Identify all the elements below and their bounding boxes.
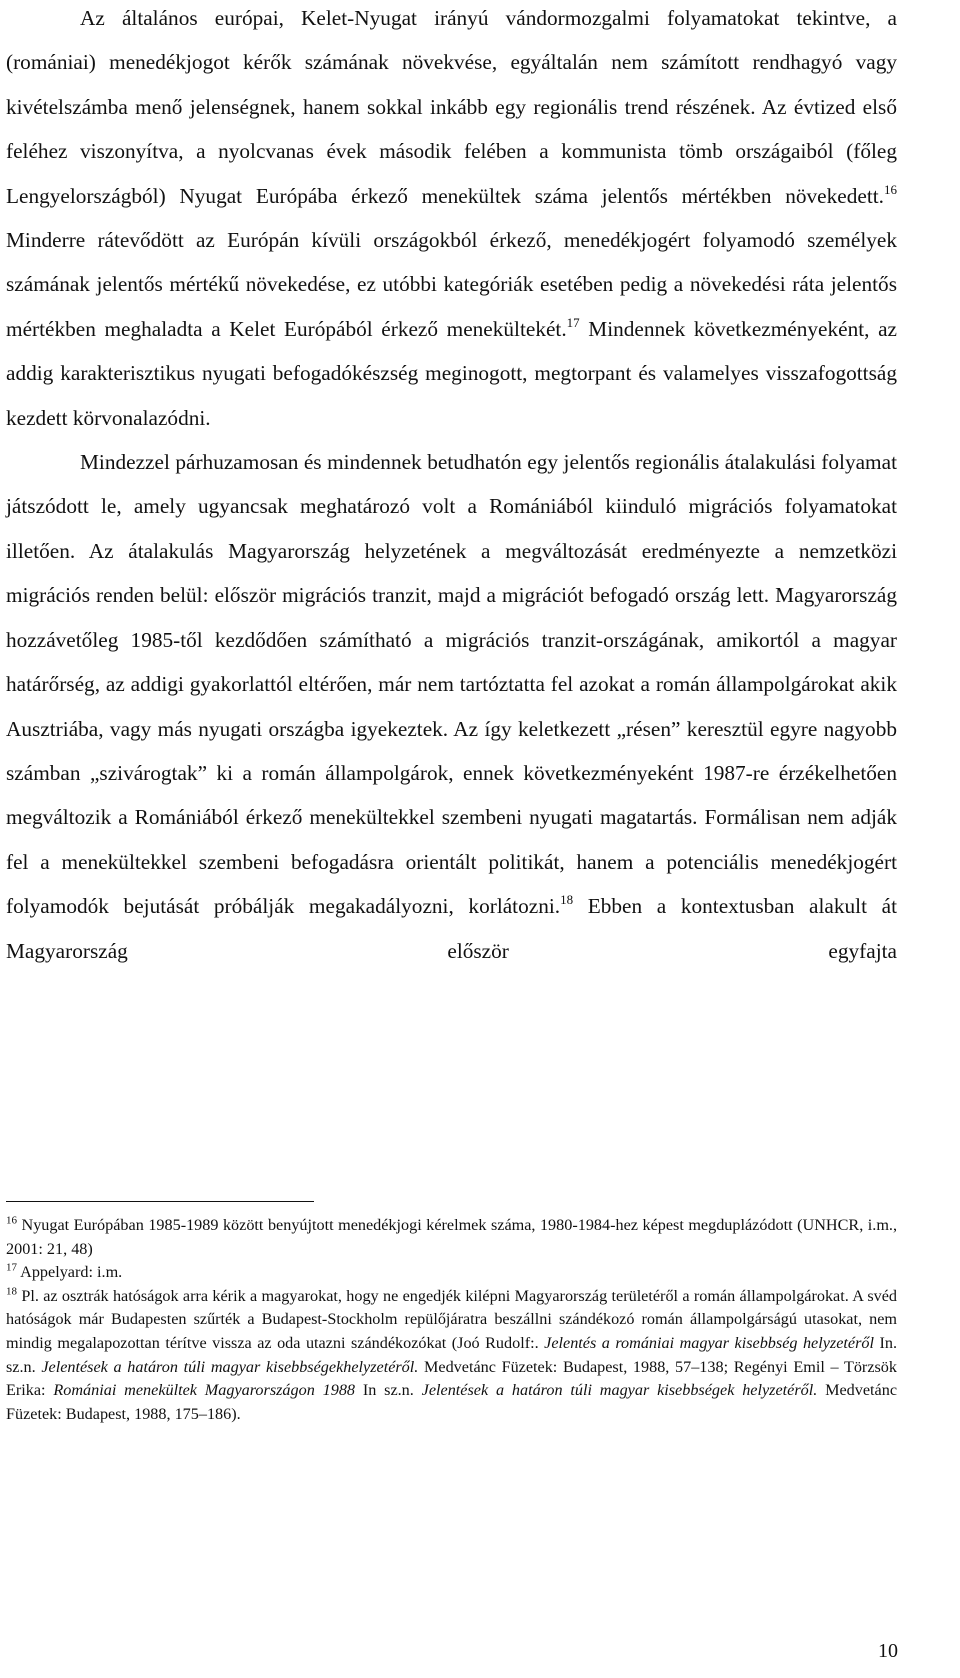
footnote-number: 18 [6, 1285, 17, 1298]
footnote-text: Medvetánc Füzetek: Budapest, 1988, 175–186). [6, 1381, 898, 1423]
paragraph-2 [6, 440, 897, 973]
footnotes [6, 1214, 897, 1426]
footnote-text: Medvetánc Füzetek: Budapest, 1988, 57–138; Regényi Emil – Törzsök Erika: [6, 1357, 897, 1400]
footnote-title-italic: Jelentések a határon túli magyar kisebbségek helyzetéről. [421, 1381, 818, 1400]
footnote-18 [6, 1285, 897, 1427]
footnote-text: In. sz.n. [6, 1333, 898, 1376]
paragraph-1-sentence-2: Minderre rátevődött az Európán kívüli országokból érkező, menedékjogért folyamodó személyek számának jelentős mértékű növekedése, ez utóbbi kategóriák esetében pedig a növekedési ráta jelentős mértékben meghaladta a Kelet Európából érkező menekültekét. [6, 228, 897, 341]
footnote-number: 17 [6, 1261, 17, 1274]
footnote-ref-18[interactable]: 18 [560, 892, 574, 908]
footnote-title-italic: Jelentések a határon túli magyar kisebbségekhelyzetéről. [41, 1357, 419, 1376]
paragraph-1-sentence-3: Mindennek következményeként, az addig karakterisztikus nyugati befogadókészség meginogott, megtorpant és valamelyes visszafogottság kezdett körvonalazódni. [6, 316, 897, 430]
footnote-17 [6, 1261, 897, 1285]
paragraph-1 [6, 0, 897, 440]
paragraph-1-sentence-1: Az általános európai, Kelet-Nyugat irányú vándormozgalmi folyamatokat tekintve, a (romániai) menedékjogot kérők számának növekvése, egyáltalán nem számított rendhagyó vagy kivételszámba menő jelenségnek, hanem sokkal inkább egy regionális trend részének. Az évtized első feléhez viszonyítva, a nyolcvanas évek második felében a kommunista tömb országaiból (főleg Lengyelországból) Nyugat Európába érkező menekültek száma jelentős mértékben növekedett. [6, 6, 897, 208]
footnote-text: In sz.n. [355, 1381, 422, 1400]
paragraph-2-sentence-1: Mindezzel párhuzamosan és mindennek betudhatón egy jelentős regionális átalakulási folyamat játszódott le, amely ugyancsak meghatározó volt a Romániából kiinduló migrációs folyamatokat illetően. Az átalakulás Magyarország helyzetének a megváltozását eredményezte a nemzetközi migrációs renden belül: először migrációs tranzit, majd a migrációt befogadó ország lett. Magyarország hozzávetőleg 1985-től kezdődően számítható a migrációs tranzit-országának, amikortól a magyar határőrség, az addigi gyakorlattól eltérően, már nem tartóztatta fel azokat a román állampolgárokat akik Ausztriába, vagy más nyugati országba igyekeztek. Az így keletkezett „résen” keresztül egyre nagyobb számban „szivárogtak” ki a román állampolgárok, ennek következményeként 1987-re érzékelhetően megváltozik a Romániából érkező menekültekkel szembeni nyugati magatartás. Formálisan nem adják fel a menekültekkel szembeni befogadásra orientált politikát, hanem a potenciális menedékjogért folyamodók bejutását próbálják megakadályozni, korlátozni. [6, 450, 897, 919]
paragraph-2-sentence-2: Ebben a kontextusban alakult át Magyarország először egyfajta [6, 894, 897, 963]
footnote-ref-17[interactable]: 17 [566, 314, 580, 330]
page-number: 10 [878, 1640, 898, 1662]
footnote-text: Appelyard: i.m. [17, 1263, 123, 1282]
footnote-ref-16[interactable]: 16 [884, 181, 897, 197]
footnote-16 [6, 1214, 897, 1261]
footnote-title-italic: Romániai menekültek Magyarországon 1988 [53, 1381, 356, 1400]
footnote-separator [6, 1201, 314, 1202]
footnote-text: Nyugat Európában 1985-1989 között benyújtott menedékjogi kérelmek száma, 1980-1984-hez képest megduplázódott (UNHCR, i.m., 2001: 21, 48) [6, 1216, 897, 1258]
footnote-title-italic: Jelentés a romániai magyar kisebbség helyzetéről [544, 1333, 874, 1352]
main-text [6, 0, 897, 973]
footnote-text: Pl. az osztrák hatóságok arra kérik a magyarokat, hogy ne engedjék kilépni Magyarország területéről a román állampolgárokat. A svéd hatóságok már Budapesten szűrték a Budapest-Stockholm repülőjáratra beszállni szándékozó román állampolgárságú utasokat, nem mindig megalapozottan térítve vissza az oda utazni szándékozókat (Joó Rudolf:. [6, 1286, 897, 1352]
footnote-number: 16 [6, 1214, 17, 1227]
